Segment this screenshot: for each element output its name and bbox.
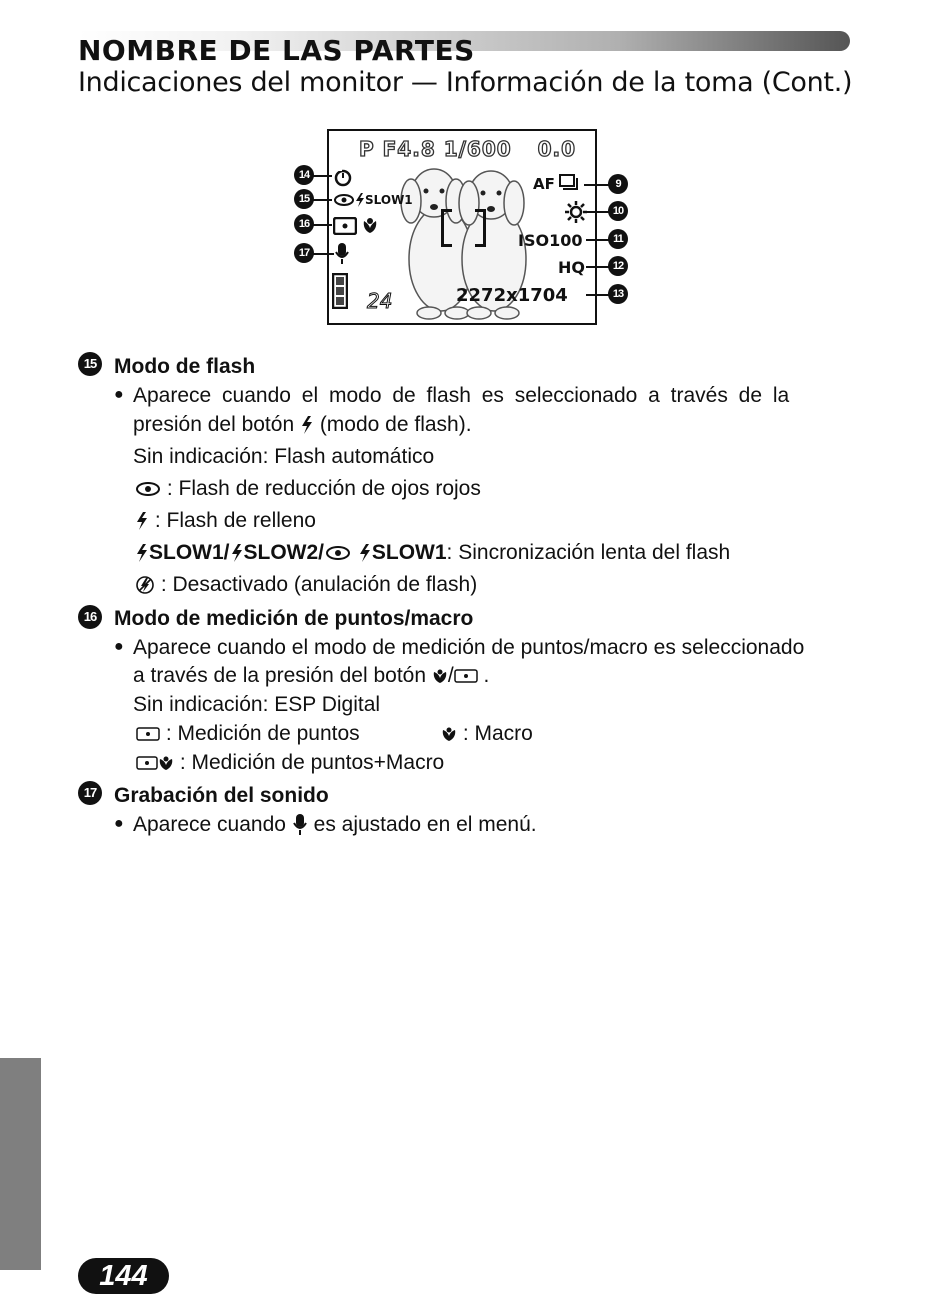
resolution-label: 2272x1704 [456,285,568,306]
f-number: F4.8 [382,137,436,161]
microphone-icon [292,814,308,836]
sound-bullet-a: Aparece cuando [133,813,286,836]
red-eye-icon [333,193,355,207]
leader-17 [312,253,334,255]
spot-metering-icon [454,668,478,684]
flash-red-eye-text: : Flash de reducción de ojos rojos [166,477,481,500]
white-balance-sun-icon [565,201,587,223]
metering-spot-text: : Medición de puntos [165,722,360,745]
leader-11 [586,239,610,241]
leader-13 [586,294,610,296]
monitor-top-readout [359,137,576,161]
sound-bullet-b: es ajustado en el menú. [313,813,537,836]
metering-spot-macro-line [136,751,444,775]
section-number-16: 16 [78,605,102,629]
spot-metering-icon [136,755,158,771]
page-title: NOMBRE DE LAS PARTES [78,34,475,67]
callout-12: 12 [608,256,628,276]
drive-sequential-icon [559,174,581,192]
leader-9 [584,184,610,186]
metering-spot-line [136,722,360,746]
frames-remaining: 24 [367,289,393,313]
leader-16 [312,224,332,226]
quality-label: HQ [558,258,585,277]
monitor-slow-label: SLOW1 [365,193,413,207]
flash-off-icon [135,575,155,595]
slow-redeye-label: SLOW1 [371,541,447,564]
leader-10 [586,211,610,213]
mode-p: P [359,137,375,161]
monitor-illustration [327,129,597,325]
callout-14: 14 [294,165,314,185]
metering-spot-macro-text: : Medición de puntos+Macro [179,751,445,774]
callout-17: 17 [294,243,314,263]
exposure-compensation: 0.0 [537,137,577,161]
red-eye-icon [135,481,161,497]
side-tab [0,1058,41,1270]
metering-macro-line [441,722,533,746]
section-title-metering: Modo de medición de puntos/macro [114,607,474,630]
red-eye-icon [324,545,352,561]
slow2-label: SLOW2/ [243,541,325,564]
metering-bullet-line2: a través de la presión del botón / . [133,664,490,687]
flash-bullet-line1: Aparece cuando el modo de flash es seleccionado a través de la [133,384,790,407]
flash-icon [135,544,149,562]
shutter-speed: 1/600 [443,137,512,161]
flash-icon [358,544,372,562]
macro-icon [441,726,457,742]
metering-macro-text: : Macro [462,722,533,745]
spot-metering-icon [136,726,160,742]
callout-9: 9 [608,174,628,194]
flash-slow-text: : Sincronización lenta del flash [446,541,731,564]
metering-bullet-line1: Aparece cuando el modo de medición de puntos/macro es seleccionado [133,636,805,659]
af-frame-left [441,209,452,247]
flash-icon [230,544,244,562]
flash-slow-line [135,541,730,565]
metering-no-indication: Sin indicación: ESP Digital [133,693,381,716]
flash-off-line [135,573,477,597]
flash-no-indication: Sin indicación: Flash automático [133,445,435,468]
section-title-flash: Modo de flash [114,355,256,378]
battery-icon [332,273,348,309]
section-number-17: 17 [78,781,102,805]
slow1-label: SLOW1/ [149,541,230,564]
af-frame-right [475,209,486,247]
leader-15 [312,199,332,201]
callout-13: 13 [608,284,628,304]
metering-bullet-line2-text: a través de la presión del botón [133,664,427,687]
af-label: AF [533,175,555,193]
flash-bullet-line2 [133,413,472,437]
flash-icon [355,193,365,207]
leader-12 [586,266,610,268]
flash-fill-text: : Flash de relleno [154,509,316,532]
flash-off-text: : Desactivado (anulación de flash) [160,573,478,596]
macro-icon [361,217,379,235]
section-number-15: 15 [78,352,102,376]
self-timer-icon [333,167,353,187]
macro-icon [432,668,448,684]
iso-label: ISO100 [518,231,583,250]
section-title-sound: Grabación del sonido [114,784,329,807]
callout-15: 15 [294,189,314,209]
page-number: 144 [78,1258,169,1294]
callout-11: 11 [608,229,628,249]
flash-bullet-line2b: (modo de flash). [319,413,472,436]
bullet-icon: ● [114,638,124,655]
sound-bullet-line [133,813,537,837]
bullet-icon: ● [114,386,124,403]
flash-red-eye-line [135,477,481,501]
macro-icon [158,755,174,771]
leader-14 [312,175,332,177]
bullet-icon: ● [114,815,124,832]
callout-16: 16 [294,214,314,234]
microphone-icon [335,243,349,265]
page-subtitle: Indicaciones del monitor — Información de la toma (Cont.) [78,67,853,98]
flash-icon [135,512,149,530]
flash-bullet-line2a: presión del botón [133,413,295,436]
spot-metering-icon [333,217,357,235]
flash-fill-line [135,509,316,533]
callout-10: 10 [608,201,628,221]
flash-icon [300,416,314,434]
